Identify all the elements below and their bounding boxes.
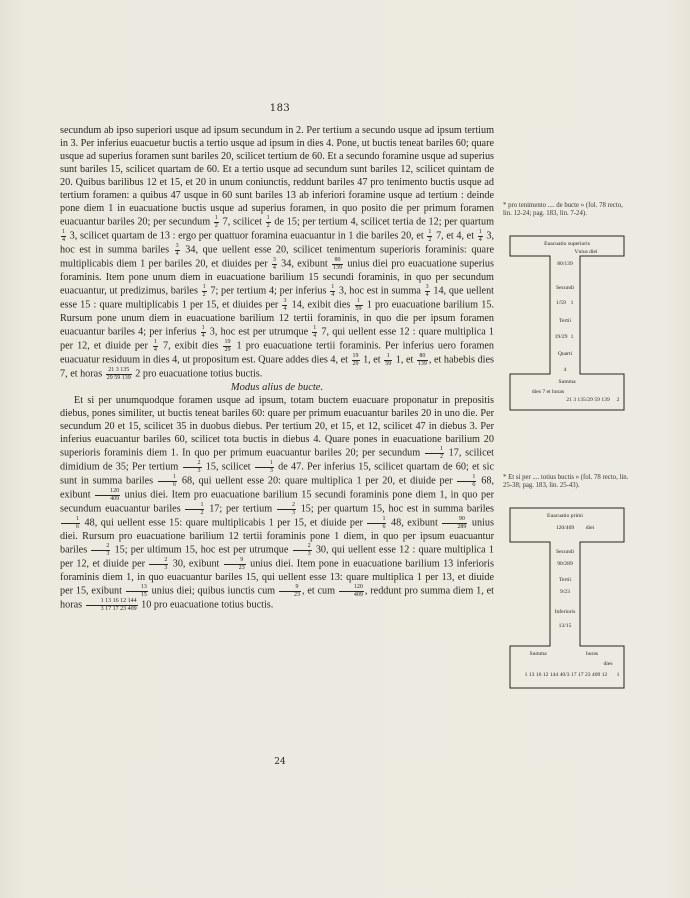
text-run: 7, qui uellent esse 12 : quare multiplica 1 per 12, et diuide per	[60, 326, 494, 352]
text-run: 2 pro euacuatione totius buctis.	[132, 368, 263, 380]
diagram2-summa-label: Summa	[529, 651, 547, 657]
text-run: 15, scilicet	[202, 461, 254, 473]
main-text	[60, 124, 494, 612]
text-run: 15; per quartum 15, hoc est in summa bariles	[296, 503, 495, 515]
margin-note-1: * pro tenimento .... de bucte » (fol. 78 recto, lin. 12-24; pag. 183, lin. 7-24).	[503, 202, 623, 217]
diagram1-int3: 1	[570, 334, 574, 340]
bucte-diagram-2	[508, 506, 626, 692]
fraction: $\frac{1}{2}$	[214, 215, 218, 229]
text-run: unius diei. Item pro euacuatione barilium 15 secundi foraminis pone diem 1, in quo per secundum euacuantur bariles	[60, 489, 494, 515]
diagram1-label4: Quarti	[557, 351, 573, 357]
margin-note-2: * Et si per .... totius buctis » (fol. 78 recto, lin. 25-38; pag. 183, lin. 25-43).	[503, 474, 629, 489]
fraction: $\frac{21 3 135}{29 59 139}$	[106, 367, 131, 381]
text-run: 1, et	[360, 354, 384, 366]
text-run: 7; per tertium 4; per inferius	[207, 285, 330, 297]
diagram2-horas: horas	[585, 651, 599, 657]
diagram2-frac3: 9/23	[560, 589, 570, 595]
diagram1-label2: Secundi	[555, 285, 575, 291]
page-number: 183	[269, 103, 291, 114]
text-run: 48, exibunt	[387, 517, 442, 529]
text-run: 30, qui uellent esse 12 : quare multiplica 1 per 12, et diuide per	[60, 544, 494, 570]
fraction: $\frac{1}{4}$	[331, 284, 335, 298]
text-run: 3, hoc est in summa bariles	[60, 230, 494, 256]
fraction: $\frac{80}{139}$	[417, 353, 427, 367]
diagram1-frac2: 1/59	[556, 300, 566, 306]
bucte-diagram-1	[508, 234, 626, 414]
text-run: 7, exibit dies	[158, 340, 223, 352]
fraction: $\frac{19}{29}$	[224, 339, 231, 353]
fraction: $\frac{2}{3}$	[293, 543, 312, 557]
diagram2-label4: Inferioris	[554, 609, 576, 615]
text-run: 1 pro euacuatione barilium 15. Rursum pone unum diem in euacuatione barilium 12 tertii foraminis, in quo die per ipsum foramen euacuantur bariles 4; per inferius	[60, 299, 494, 338]
text-run: 30, exibunt	[169, 558, 223, 570]
text-run: unius diei pro euacuatione superius foraminis. Item pone unum diem in euacuatione barilium 15 secundi foraminis, in quo per secundum euacuantur, ut predizimus, bariles	[60, 258, 494, 297]
text-run: unius diei; quibus iunctis cum	[148, 585, 278, 597]
diagram1-frac3: 19/29	[554, 334, 568, 340]
diagram2-summa-fracs: 1 13 16 12 144 40/3 17 17 23 409 12	[524, 672, 608, 678]
fraction: $\frac{1}{59}$	[385, 353, 392, 367]
fraction: $\frac{1 13 16 12 144}{3 17 17 23 409}$	[86, 598, 138, 612]
text-run: 14, que uellent esse 15 : quare multiplicabis 1 per 15, et diuides per	[60, 285, 494, 311]
text-run: de 47. Per inferius 15, scilicet quartam de 60; et sic sunt in summa bariles	[60, 461, 494, 487]
fraction: $\frac{1}{4}$	[62, 229, 65, 243]
fraction: $\frac{1}{6}$	[367, 516, 386, 530]
fraction: $\frac{1}{4}$	[201, 325, 205, 339]
text-run: 17; per tertium	[205, 503, 276, 515]
fraction: $\frac{2}{3}$	[91, 543, 110, 557]
diagram2-label3: Tertii	[558, 577, 572, 583]
fraction: $\frac{1}{3}$	[255, 460, 274, 474]
diagram1-int2: 1	[570, 300, 574, 306]
diagram1-summa-line: dies 7 et horas	[531, 389, 565, 395]
diagram2-frac1: 120/409	[555, 525, 575, 531]
fraction: $\frac{1}{2}$	[428, 229, 432, 243]
text-run: 15; per ultimum 15, hoc est per utrumque	[111, 544, 292, 556]
diagram1-top-label: Euacuatio superioris	[544, 241, 590, 247]
diagram1-val4: 4	[563, 367, 567, 373]
diagram2-summa-int: 1	[616, 672, 620, 678]
text-run: 1 pro euacuatione tertii foraminis. Per inferius uero foramen euacuatur residuum in dies 4, ut propositum est. Quare addes dies 4, et	[60, 340, 494, 366]
diagram1-summa-fracs: 21 3 135/29 59 139	[566, 397, 610, 403]
paragraph-2	[60, 394, 494, 612]
fraction: $\frac{1}{6}$	[158, 474, 177, 488]
fraction: $\frac{1}{4}$	[153, 339, 157, 353]
text-run: Et si per unumquodque foramen usque ad ipsum, totam buctem euacuare proponatur in prepositis diebus, pones similiter, ut buctis teneat bariles 60: quare per primum euacuantur bariles 20 in uno die. Per secundum 20 et 15, scilicet 35 in duobus diebus. Per tertium 20, et 15, et 12, scilicet 47 in diebus 3. Per inferius euacuantur bariles 60, scilicet tota buctis in diebus 4. Quare pones in euacuatione barilium 20 superioris foraminis diem 1. In quo per primum euacuantur bariles 20; per secundum	[60, 395, 494, 459]
fraction: $\frac{3}{4}$	[272, 257, 276, 271]
fraction: $\frac{3}{4}$	[175, 243, 179, 257]
fraction: $\frac{2}{3}$	[277, 502, 296, 516]
text-run: 34, que uellent esse 20, scilicet tenimentum superioris foraminis: quare multiplicabis diem 1 per bariles 20, et diuides per	[60, 244, 494, 270]
diagram2-dies2: dies	[603, 661, 613, 667]
fraction: $\frac{9}{23}$	[224, 557, 246, 571]
text-run: 7, scilicet	[219, 216, 265, 228]
text-run: 17, scilicet dimidium de 35; Per tertium	[60, 447, 494, 473]
fraction: $\frac{3}{4}$	[283, 298, 287, 312]
fraction: $\frac{1}{6}$	[457, 474, 476, 488]
text-run: 3, hoc est in summa	[336, 285, 424, 297]
fraction: $\frac{1}{2}$	[266, 215, 270, 229]
diagram1-summa-int: 2	[616, 397, 620, 403]
section-heading: Modus alius de bucte.	[230, 382, 324, 393]
diagram2-label2: Secundi	[555, 549, 575, 555]
text-run: secundum ab ipso superiori usque ad ipsum secundum in 2. Per tertium a secundo usque ad ipsum tertium in 3. Per inferius euacuetur buctis a tertio usque ad ipsum in dies 4. Pone, ut buctis teneat bariles 60; quare usque ad superius foramen sunt bariles 20, scilicet tertium de 60. Et a secundo foramine usque ad superius sunt bariles 15, scilicet quartam de 60. Et a tertio usque ad secundum sunt bariles 12, scilicet quintam de 20. Quibus barilibus 12 et 15, et 20 in unum coniunctis, reddunt bariles 47 pro tenimento buctis usque ad tertium foramen: a quibus 47 usque in 60 sunt bariles 13 ab inferiori foramine usque ad tertium : deinde pone diem 1 in euacuatione buctis usque ad superius foramen, in quo posito die per primum foramen euacuantur bariles 20; per secundum	[60, 125, 494, 228]
text-run: 34, exibunt	[277, 258, 332, 270]
fraction: $\frac{120}{409}$	[95, 488, 120, 502]
text-run: 68, qui uellent esse 20: quare multiplica 1 per 20, et diuide per	[178, 475, 457, 487]
fraction: $\frac{80}{139}$	[333, 257, 343, 271]
diagram2-frac4: 13/15	[558, 623, 572, 629]
fraction: $\frac{2}{3}$	[183, 460, 202, 474]
fraction: $\frac{120}{409}$	[339, 584, 364, 598]
text-run: 14, exibit dies	[288, 299, 354, 311]
sheet-signature: 24	[274, 757, 286, 767]
diagram1-summa-label: Summa	[558, 379, 576, 385]
text-run: 68, exibunt	[60, 475, 495, 501]
diagram1-label3: Tertii	[558, 318, 572, 324]
fraction: $\frac{1}{2}$	[425, 446, 444, 460]
fraction: $\frac{9}{23}$	[279, 584, 301, 598]
text-run: unius diei. Item pone in euacuatione barilium 13 inferioris foraminis diem 1, in quo euacuantur bariles 15, qui uellent esse 13: quare multiplica 1 per 13, et diuide per 15, exibunt	[60, 558, 494, 597]
diagram1-frac1: 80/139	[557, 261, 573, 267]
fraction: $\frac{13}{15}$	[126, 584, 148, 598]
fraction: $\frac{3}{4}$	[425, 284, 429, 298]
text-run: unius diei. Rursum pro euacuatione barilium 12 tertii foraminis pone 1 diem, in quo per ipsum euacuantur bariles	[60, 517, 494, 556]
text-run: 48, qui uellent esse 15: quare multiplicabis 1 per 15, et diuide per	[81, 517, 367, 529]
fraction: $\frac{1}{2}$	[185, 502, 204, 516]
text-run: , reddunt pro summa diem 1, et horas	[60, 585, 494, 611]
paragraph-1	[60, 124, 494, 381]
diagram2-dies: diei	[585, 525, 595, 531]
diagram1-sub-label: Vnius diei	[574, 249, 598, 255]
text-run: , et habebis dies 7, et horas	[60, 354, 494, 380]
text-run: 3, scilicet quartam de 13 : ergo per quattuor foramina euacuantur in 1 die bariles 20, et	[67, 230, 427, 242]
diagram2-top-label: Euacuatio primi	[547, 513, 583, 519]
fraction: $\frac{2}{3}$	[149, 557, 168, 571]
text-run: 3, hoc est per utrumque	[206, 326, 312, 338]
fraction: $\frac{19}{29}$	[352, 353, 359, 367]
text-run: 10 pro euacuatione totius buctis.	[138, 599, 274, 611]
fraction: $\frac{1}{6}$	[61, 516, 80, 530]
text-run: de 15; per tertium 4, scilicet tertia de 12; per quartum	[271, 216, 494, 228]
text-run: 1, et	[393, 354, 416, 366]
fraction: $\frac{1}{4}$	[313, 325, 317, 339]
fraction: $\frac{1}{59}$	[355, 298, 362, 312]
text-run: , et cum	[301, 585, 338, 597]
fraction: $\frac{90}{289}$	[442, 516, 467, 530]
diagram2-frac2: 90/289	[557, 561, 573, 567]
text-run: 7, et 4, et	[433, 230, 477, 242]
fraction: $\frac{1}{2}$	[202, 284, 206, 298]
fraction: $\frac{1}{4}$	[478, 229, 482, 243]
